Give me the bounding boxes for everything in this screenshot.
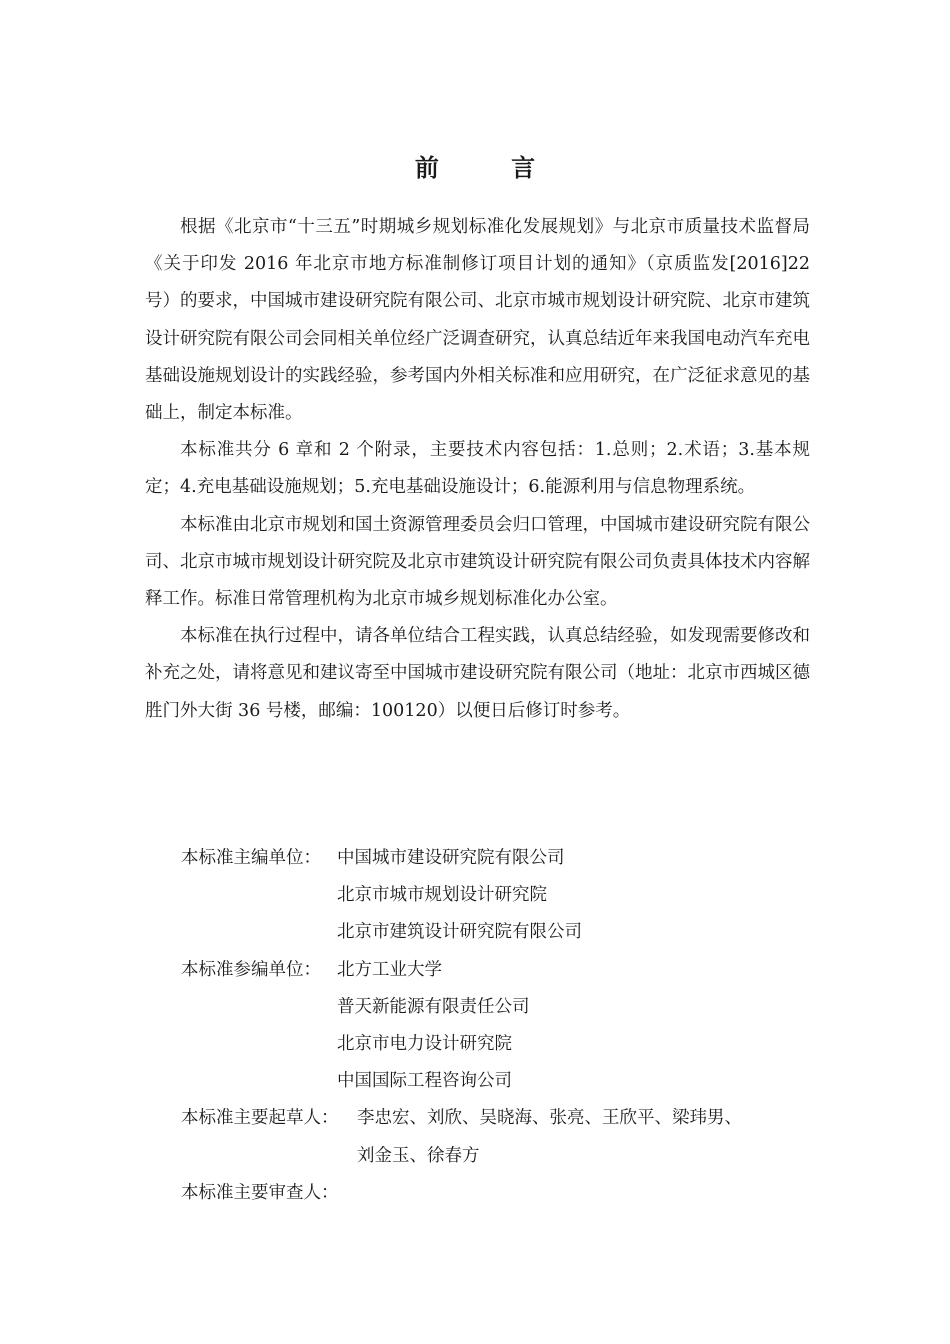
drafters-block [181, 1100, 742, 1174]
reviewers-label: 本标准主要审查人： [181, 1182, 339, 1203]
participating-units-list [337, 952, 530, 1101]
paragraph: 本标准由北京市规划和国土资源管理委员会归口管理，中国城市建设研究院有限公司、北京市城市规划设计研究院及北京市建筑设计研究院有限公司负责具体技术内容解释工作。标准日常管理机构为北京市城乡规划标准化办公室。 [145, 514, 810, 610]
chief-units-label: 本标准主编单位： [181, 848, 321, 868]
paragraph: 本标准在执行过程中，请各单位结合工程实践，认真总结经验，如发现需要修改和补充之处，请将意见和建议寄至中国城市建设研究院有限公司（地址：北京市西城区德胜门外大街 36 号楼，邮编：100120）以便日后修订时参考。 [145, 626, 810, 721]
list-item: 中国国际工程咨询公司 [337, 1071, 512, 1092]
reviewers-block [181, 1175, 742, 1212]
list-item: 李忠宏、刘欣、吴晓海、张亮、王欣平、梁玮男、 [357, 1108, 742, 1129]
drafters-list [357, 1100, 742, 1174]
list-item: 中国城市建设研究院有限公司 [337, 848, 565, 868]
page-title: 前 言 [414, 154, 568, 182]
paragraph: 本标准共分 6 章和 2 个附录，主要技术内容包括：1.总则；2.术语；3.基本规定；4.充电基础设施规划；5.充电基础设施设计；6.能源利用与信息物理系统。 [145, 440, 810, 498]
list-item: 北方工业大学 [337, 959, 442, 980]
list-item: 北京市城市规划设计研究院 [337, 885, 547, 906]
contributors-section [181, 840, 742, 1212]
list-item: 北京市电力设计研究院 [337, 1033, 512, 1054]
list-item: 刘金玉、徐春方 [357, 1145, 480, 1166]
chief-units-block [181, 840, 742, 952]
list-item: 北京市建筑设计研究院有限公司 [337, 922, 582, 943]
list-item: 普天新能源有限责任公司 [337, 996, 530, 1017]
chief-units-list [337, 840, 582, 952]
drafters-label: 本标准主要起草人： [181, 1108, 339, 1129]
paragraph: 根据《北京市“十三五”时期城乡规划标准化发展规划》与北京市质量技术监督局《关于印发 2016 年北京市地方标准制修订项目计划的通知》（京质监发[2016]22 号）的要求，中国城市建设研究院有限公司、北京市城市规划设计研究院、北京市建筑设计研究院有限公司会同相关单位经广泛调查研究，认真总结近年来我国电动汽车充电基础设施规划设计的实践经验，参考国内外相关标准和应用研究，在广泛征求意见的基础上，制定本标准。 [145, 217, 810, 424]
participating-units-label: 本标准参编单位： [181, 959, 321, 980]
participating-units-block [181, 952, 742, 1101]
preface-body [145, 209, 810, 730]
